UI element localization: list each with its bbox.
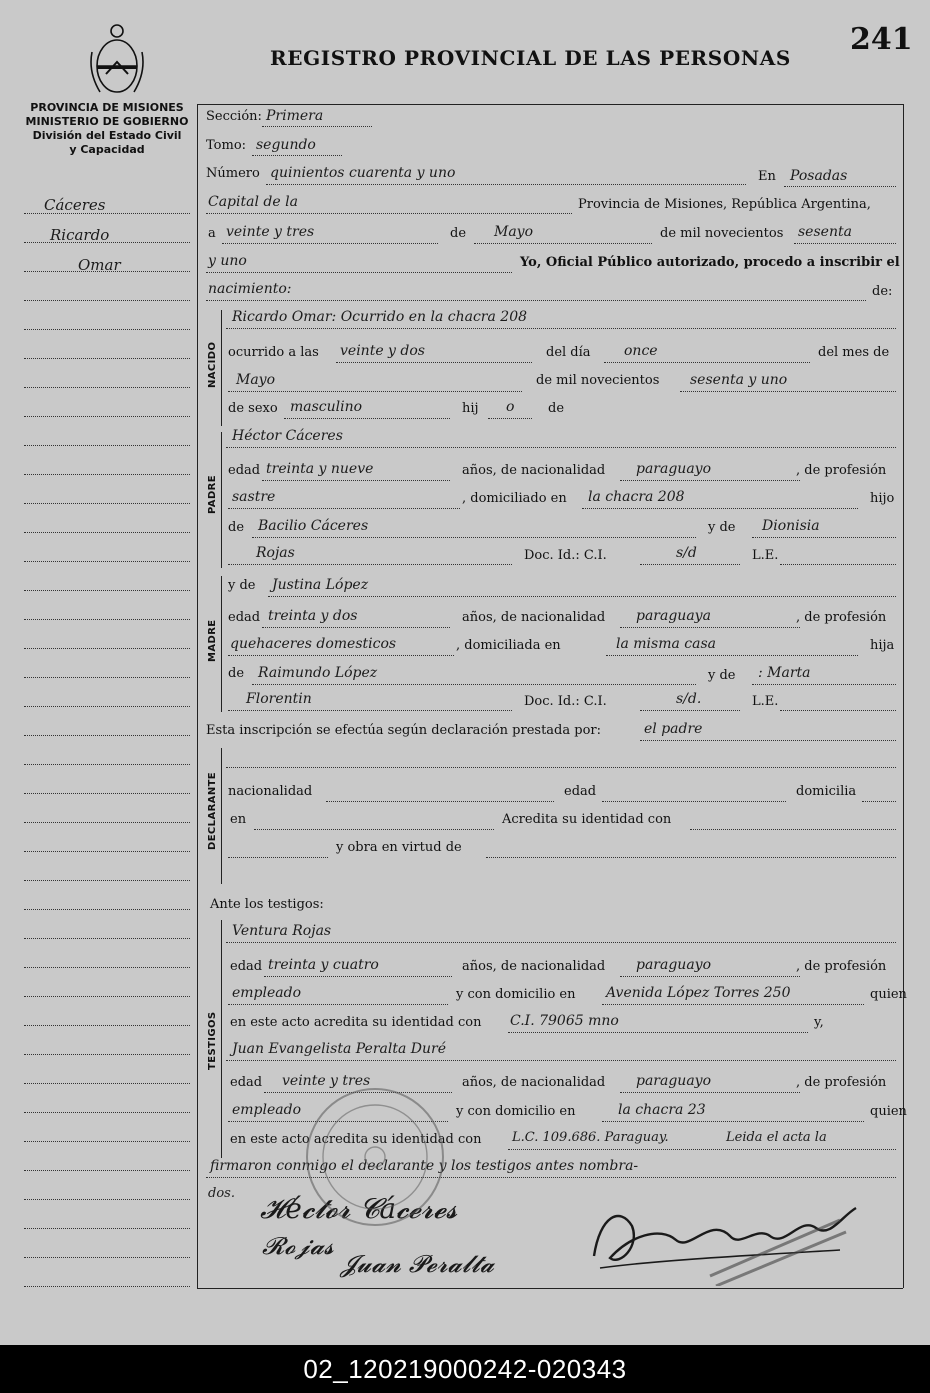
madre-frame bbox=[221, 576, 222, 712]
madre-edad: treinta y dos bbox=[268, 608, 358, 624]
nacido-anio-line bbox=[680, 391, 896, 392]
padre-doc-line bbox=[640, 564, 740, 565]
margin-given-2: Omar bbox=[78, 256, 121, 274]
lugar-value-2: Capital de la bbox=[208, 194, 298, 210]
t1-dom-line bbox=[602, 1004, 864, 1005]
official-seal-stamp bbox=[300, 1082, 450, 1232]
hij-label: hij bbox=[462, 401, 479, 416]
t1-nombre: Ventura Rojas bbox=[232, 923, 332, 939]
margin-rule bbox=[24, 213, 190, 214]
acto-value: nacimiento: bbox=[208, 281, 292, 297]
declarante-en-label: en bbox=[230, 812, 247, 827]
t2-dom-label: y con domicilio en bbox=[456, 1104, 576, 1119]
t1-nac-label: años, de nacionalidad bbox=[462, 959, 606, 974]
margin-rule bbox=[24, 1286, 190, 1287]
t2-nac-label: años, de nacionalidad bbox=[462, 1075, 606, 1090]
t2-nacionalidad: paraguayo bbox=[636, 1073, 712, 1089]
margin-rule bbox=[24, 1199, 190, 1200]
margin-rule bbox=[24, 1112, 190, 1113]
t1-edad-label: edad bbox=[230, 959, 263, 974]
padre-doc-label: Doc. Id.: C.I. bbox=[524, 548, 607, 563]
cierre-line-1: Leida el acta la bbox=[726, 1130, 827, 1145]
tomo-line bbox=[252, 155, 342, 156]
margin-rule bbox=[24, 503, 190, 504]
margin-rule bbox=[24, 1257, 190, 1258]
margin-rule bbox=[24, 677, 190, 678]
madre-hija-label: hija bbox=[870, 638, 895, 653]
issuer-line-2: MINISTERIO DE GOBIERNO bbox=[25, 115, 189, 128]
t2-edad-label: edad bbox=[230, 1075, 263, 1090]
del-mes-label: del mes de bbox=[818, 345, 890, 360]
margin-rule bbox=[24, 1228, 190, 1229]
padre-prof-label: , de profesión bbox=[796, 463, 887, 478]
padre-madre-de-2: Rojas bbox=[256, 545, 295, 561]
margin-rule bbox=[24, 851, 190, 852]
madre-de-label: de bbox=[228, 666, 245, 681]
madre-nacionalidad: paraguaya bbox=[636, 608, 711, 624]
margin-rule bbox=[24, 880, 190, 881]
padre-madre-line-2 bbox=[228, 564, 512, 565]
lugar-line-2 bbox=[206, 213, 572, 214]
nacido-nombre-line bbox=[226, 328, 896, 329]
t2-edad: veinte y tres bbox=[282, 1073, 371, 1089]
nacido-dia-line bbox=[604, 362, 810, 363]
t2-prof-label: , de profesión bbox=[796, 1075, 887, 1090]
t1-nombre-line bbox=[226, 942, 896, 943]
margin-rule bbox=[24, 445, 190, 446]
madre-nombre-line bbox=[268, 596, 896, 597]
declarante-acredita-line bbox=[690, 829, 896, 830]
margin-rule bbox=[24, 474, 190, 475]
nacido-section-label: NACIDO bbox=[207, 341, 218, 388]
ocurrido-label: ocurrido a las bbox=[228, 345, 319, 360]
seccion-line bbox=[262, 126, 372, 127]
main-frame-top bbox=[197, 104, 903, 105]
margin-rule bbox=[24, 271, 190, 272]
declarante-nac-label: nacionalidad bbox=[228, 784, 313, 799]
en-label: En bbox=[758, 169, 776, 184]
margin-rule bbox=[24, 1141, 190, 1142]
madre-doc-label: Doc. Id.: C.I. bbox=[524, 694, 607, 709]
declarante-section-label: DECLARANTE bbox=[207, 771, 218, 850]
signature-juan-peralta: 𝓙𝓾𝓪𝓷 𝓟𝓮𝓻𝓪𝓵𝓽𝓪 bbox=[340, 1250, 495, 1278]
dia-value: veinte y tres bbox=[226, 224, 315, 240]
t2-domicilio: la chacra 23 bbox=[618, 1102, 706, 1118]
madre-prof-line bbox=[228, 655, 454, 656]
madre-madre-de-2: Florentin bbox=[246, 691, 312, 707]
t1-edad-line bbox=[264, 976, 452, 977]
seccion-value: Primera bbox=[266, 108, 324, 124]
lugar-line bbox=[784, 186, 896, 187]
padre-dom-label: , domiciliado en bbox=[462, 491, 567, 506]
madre-profesion: quehaceres domesticos bbox=[230, 636, 397, 652]
margin-rule bbox=[24, 1170, 190, 1171]
issuer-line-3: División del Estado Civil bbox=[32, 129, 182, 142]
hij-line bbox=[488, 418, 532, 419]
anio-value-2: y uno bbox=[208, 253, 247, 269]
nacido-de-label: de bbox=[548, 401, 565, 416]
margin-given-1: Ricardo bbox=[50, 226, 110, 244]
padre-prof-line bbox=[228, 508, 460, 509]
t2-nombre-line bbox=[226, 1060, 896, 1061]
t2-doc: L.C. 109.686. Paraguay. bbox=[512, 1130, 669, 1145]
madre-prof-label: , de profesión bbox=[796, 610, 887, 625]
declaracion-text: Esta inscripción se efectúa según declaración prestada por: bbox=[206, 723, 601, 738]
declarante-dom-label: domicilia bbox=[796, 784, 857, 799]
mes-value: Mayo bbox=[494, 224, 534, 240]
declarante-obra-line-1 bbox=[228, 857, 328, 858]
margin-rule bbox=[24, 387, 190, 388]
t2-profesion: empleado bbox=[232, 1102, 302, 1118]
margin-rule bbox=[24, 590, 190, 591]
padre-nac-label: años, de nacionalidad bbox=[462, 463, 606, 478]
margin-rule bbox=[24, 1025, 190, 1026]
t2-quien-label: quien bbox=[870, 1104, 907, 1119]
t2-nombre: Juan Evangelista Peralta Duré bbox=[232, 1041, 446, 1057]
declaracion-por: el padre bbox=[644, 721, 703, 737]
fecha-a-label: a bbox=[208, 226, 216, 241]
t1-domicilio: Avenida López Torres 250 bbox=[606, 985, 791, 1001]
margin-rule bbox=[24, 1054, 190, 1055]
madre-nac-label: años, de nacionalidad bbox=[462, 610, 606, 625]
margin-rule bbox=[24, 561, 190, 562]
oficial-text: Yo, Oficial Público autorizado, procedo a inscribir el bbox=[520, 255, 900, 270]
declarante-obra-label: y obra en virtud de bbox=[336, 840, 462, 855]
numero-value: quinientos cuarenta y uno bbox=[270, 165, 456, 181]
main-frame-bottom bbox=[197, 1288, 903, 1289]
anio-value-1: sesenta bbox=[798, 224, 852, 240]
anio-line-2 bbox=[206, 272, 512, 273]
padre-edad: treinta y nueve bbox=[266, 461, 374, 477]
padre-profesion: sastre bbox=[232, 489, 276, 505]
hora-line bbox=[336, 362, 532, 363]
nacido-frame bbox=[221, 310, 222, 426]
madre-edad-label: edad bbox=[228, 610, 261, 625]
t1-profesion: empleado bbox=[232, 985, 302, 1001]
margin-rule bbox=[24, 416, 190, 417]
padre-nombre-line bbox=[226, 447, 896, 448]
madre-dom-line bbox=[606, 655, 858, 656]
madre-y-de2-label: y de bbox=[708, 668, 736, 683]
margin-rule bbox=[24, 358, 190, 359]
padre-edad-label: edad bbox=[228, 463, 261, 478]
del-dia-label: del día bbox=[546, 345, 591, 360]
margin-rule bbox=[24, 1083, 190, 1084]
sexo-value: masculino bbox=[290, 399, 363, 415]
nacido-anio: sesenta y uno bbox=[690, 372, 788, 388]
declarante-dom-line bbox=[862, 801, 896, 802]
t1-nac-line bbox=[620, 976, 800, 977]
madre-le-label: L.E. bbox=[752, 694, 779, 709]
sexo-line bbox=[284, 418, 450, 419]
margin-rule bbox=[24, 242, 190, 243]
padre-doc: s/d bbox=[676, 545, 697, 561]
padre-frame bbox=[221, 432, 222, 568]
margin-rule bbox=[24, 329, 190, 330]
margin-rule bbox=[24, 996, 190, 997]
padre-edad-line bbox=[262, 480, 450, 481]
declarante-en-line bbox=[254, 829, 494, 830]
margin-rule bbox=[24, 938, 190, 939]
margin-rule bbox=[24, 764, 190, 765]
padre-hijo-label: hijo bbox=[870, 491, 895, 506]
anio-label: de mil novecientos bbox=[660, 226, 784, 241]
t1-quien-label: quien bbox=[870, 987, 907, 1002]
madre-doc: s/d. bbox=[676, 691, 702, 707]
declarante-nac-line bbox=[326, 801, 554, 802]
madre-padre-de: Raimundo López bbox=[258, 665, 378, 681]
t1-edad: treinta y cuatro bbox=[268, 957, 379, 973]
margin-rule bbox=[24, 619, 190, 620]
padre-y-de-label: y de bbox=[708, 520, 736, 535]
signature-rojas: 𝓡𝓸𝓳𝓪𝓼 bbox=[262, 1232, 334, 1260]
padre-le-label: L.E. bbox=[752, 548, 779, 563]
issuer-line-1: PROVINCIA DE MISIONES bbox=[30, 101, 184, 114]
t2-dom-line bbox=[602, 1121, 864, 1122]
tomo-value: segundo bbox=[256, 137, 316, 153]
hij-suffix: o bbox=[506, 399, 515, 415]
t2-doc-line bbox=[508, 1149, 896, 1150]
t1-prof-label: , de profesión bbox=[796, 959, 887, 974]
padre-nacionalidad: paraguayo bbox=[636, 461, 712, 477]
padre-dom-line bbox=[582, 508, 858, 509]
dia-line bbox=[222, 243, 438, 244]
main-frame-left bbox=[197, 104, 198, 1288]
margin-rule bbox=[24, 735, 190, 736]
margin-surname: Cáceres bbox=[44, 196, 106, 214]
declarante-frame bbox=[221, 748, 222, 884]
nacido-mes-line bbox=[228, 391, 522, 392]
padre-madre-de-1: Dionisia bbox=[762, 518, 820, 534]
madre-domicilio: la misma casa bbox=[616, 636, 717, 652]
nacido-anio-label: de mil novecientos bbox=[536, 373, 660, 388]
scan-id-footer: 02_120219000242-020343 bbox=[0, 1345, 930, 1393]
t1-dom-label: y con domicilio en bbox=[456, 987, 576, 1002]
madre-doc-line bbox=[640, 710, 740, 711]
padre-de-label: de bbox=[228, 520, 245, 535]
margin-rule bbox=[24, 300, 190, 301]
madre-section-label: MADRE bbox=[207, 619, 218, 662]
tomo-label: Tomo: bbox=[206, 138, 247, 153]
testigos-section-label: TESTIGOS bbox=[207, 1011, 218, 1070]
madre-le-line bbox=[780, 710, 896, 711]
madre-madre-de-1: : Marta bbox=[758, 665, 811, 681]
t1-nacionalidad: paraguayo bbox=[636, 957, 712, 973]
issuer-line-4: y Capacidad bbox=[69, 143, 145, 156]
cierre-line-2: firmaron conmigo el declarante y los testigos antes nombra- bbox=[210, 1158, 639, 1174]
oficial-name-stamp bbox=[700, 1206, 850, 1286]
madre-madre-line bbox=[752, 684, 896, 685]
declarante-nombre-line bbox=[226, 767, 896, 768]
t2-nac-line bbox=[620, 1092, 800, 1093]
acto-line bbox=[206, 300, 866, 301]
sexo-label: de sexo bbox=[228, 401, 278, 416]
declarante-edad-label: edad bbox=[564, 784, 597, 799]
folio-number: 241 bbox=[850, 22, 913, 57]
margin-rule bbox=[24, 909, 190, 910]
signature-hector-caceres: 𝓗é𝓬𝓽𝓸𝓻 𝓒á𝓬𝓮𝓻𝓮𝓼 bbox=[260, 1192, 458, 1225]
seccion-label: Sección: bbox=[206, 109, 262, 124]
margin-rule bbox=[24, 706, 190, 707]
madre-nac-line bbox=[620, 627, 800, 628]
declarante-obra-line-2 bbox=[486, 857, 896, 858]
margin-rule bbox=[24, 793, 190, 794]
testigos-frame bbox=[221, 920, 222, 1158]
t1-doc-line bbox=[508, 1032, 808, 1033]
padre-section-label: PADRE bbox=[207, 475, 218, 514]
testigos-ante-label: Ante los testigos: bbox=[210, 897, 324, 912]
nacido-nombre: Ricardo Omar: Ocurrido en la chacra 208 bbox=[232, 309, 528, 325]
document-title: REGISTRO PROVINCIAL DE LAS PERSONAS bbox=[270, 46, 791, 70]
fecha-de-label: de bbox=[450, 226, 467, 241]
padre-le-line bbox=[780, 564, 896, 565]
madre-nombre: Justina López bbox=[272, 577, 369, 593]
padre-madre-line bbox=[752, 537, 896, 538]
t2-acredita-label: en este acto acredita su identidad con bbox=[230, 1132, 482, 1147]
padre-padre-de: Bacilio Cáceres bbox=[258, 518, 369, 534]
coat-of-arms-icon bbox=[86, 22, 148, 100]
padre-nac-line bbox=[620, 480, 800, 481]
padre-domicilio: la chacra 208 bbox=[588, 489, 685, 505]
t1-acredita-label: en este acto acredita su identidad con bbox=[230, 1015, 482, 1030]
numero-line bbox=[266, 184, 746, 185]
numero-label: Número bbox=[206, 166, 260, 181]
margin-rule bbox=[24, 648, 190, 649]
t1-y-label: y, bbox=[814, 1015, 824, 1030]
padre-nombre: Héctor Cáceres bbox=[232, 428, 343, 444]
madre-madre-line-2 bbox=[228, 710, 512, 711]
t1-doc: C.I. 79065 mno bbox=[510, 1013, 619, 1029]
margin-rule bbox=[24, 532, 190, 533]
declarante-acredita-label: Acredita su identidad con bbox=[502, 812, 672, 827]
declaracion-line bbox=[640, 740, 896, 741]
declarante-edad-line bbox=[602, 801, 786, 802]
anio-line bbox=[794, 243, 896, 244]
madre-y-de-label: y de bbox=[228, 578, 256, 593]
hora-value: veinte y dos bbox=[340, 343, 425, 359]
t1-prof-line bbox=[228, 1004, 448, 1005]
mes-line bbox=[474, 243, 652, 244]
issuer-block bbox=[22, 101, 192, 157]
nacido-dia: once bbox=[624, 343, 658, 359]
margin-rule bbox=[24, 822, 190, 823]
de-colon-label: de: bbox=[872, 284, 893, 299]
madre-edad-line bbox=[262, 627, 450, 628]
margin-rule bbox=[24, 967, 190, 968]
nacido-mes: Mayo bbox=[236, 372, 276, 388]
madre-dom-label: , domiciliada en bbox=[456, 638, 561, 653]
lugar-value-1: Posadas bbox=[790, 168, 848, 184]
cierre-line-3: dos. bbox=[208, 1186, 235, 1201]
madre-padres-line bbox=[252, 684, 696, 685]
padre-padres-line bbox=[252, 537, 696, 538]
provincia-text: Provincia de Misiones, República Argentina, bbox=[578, 197, 871, 212]
